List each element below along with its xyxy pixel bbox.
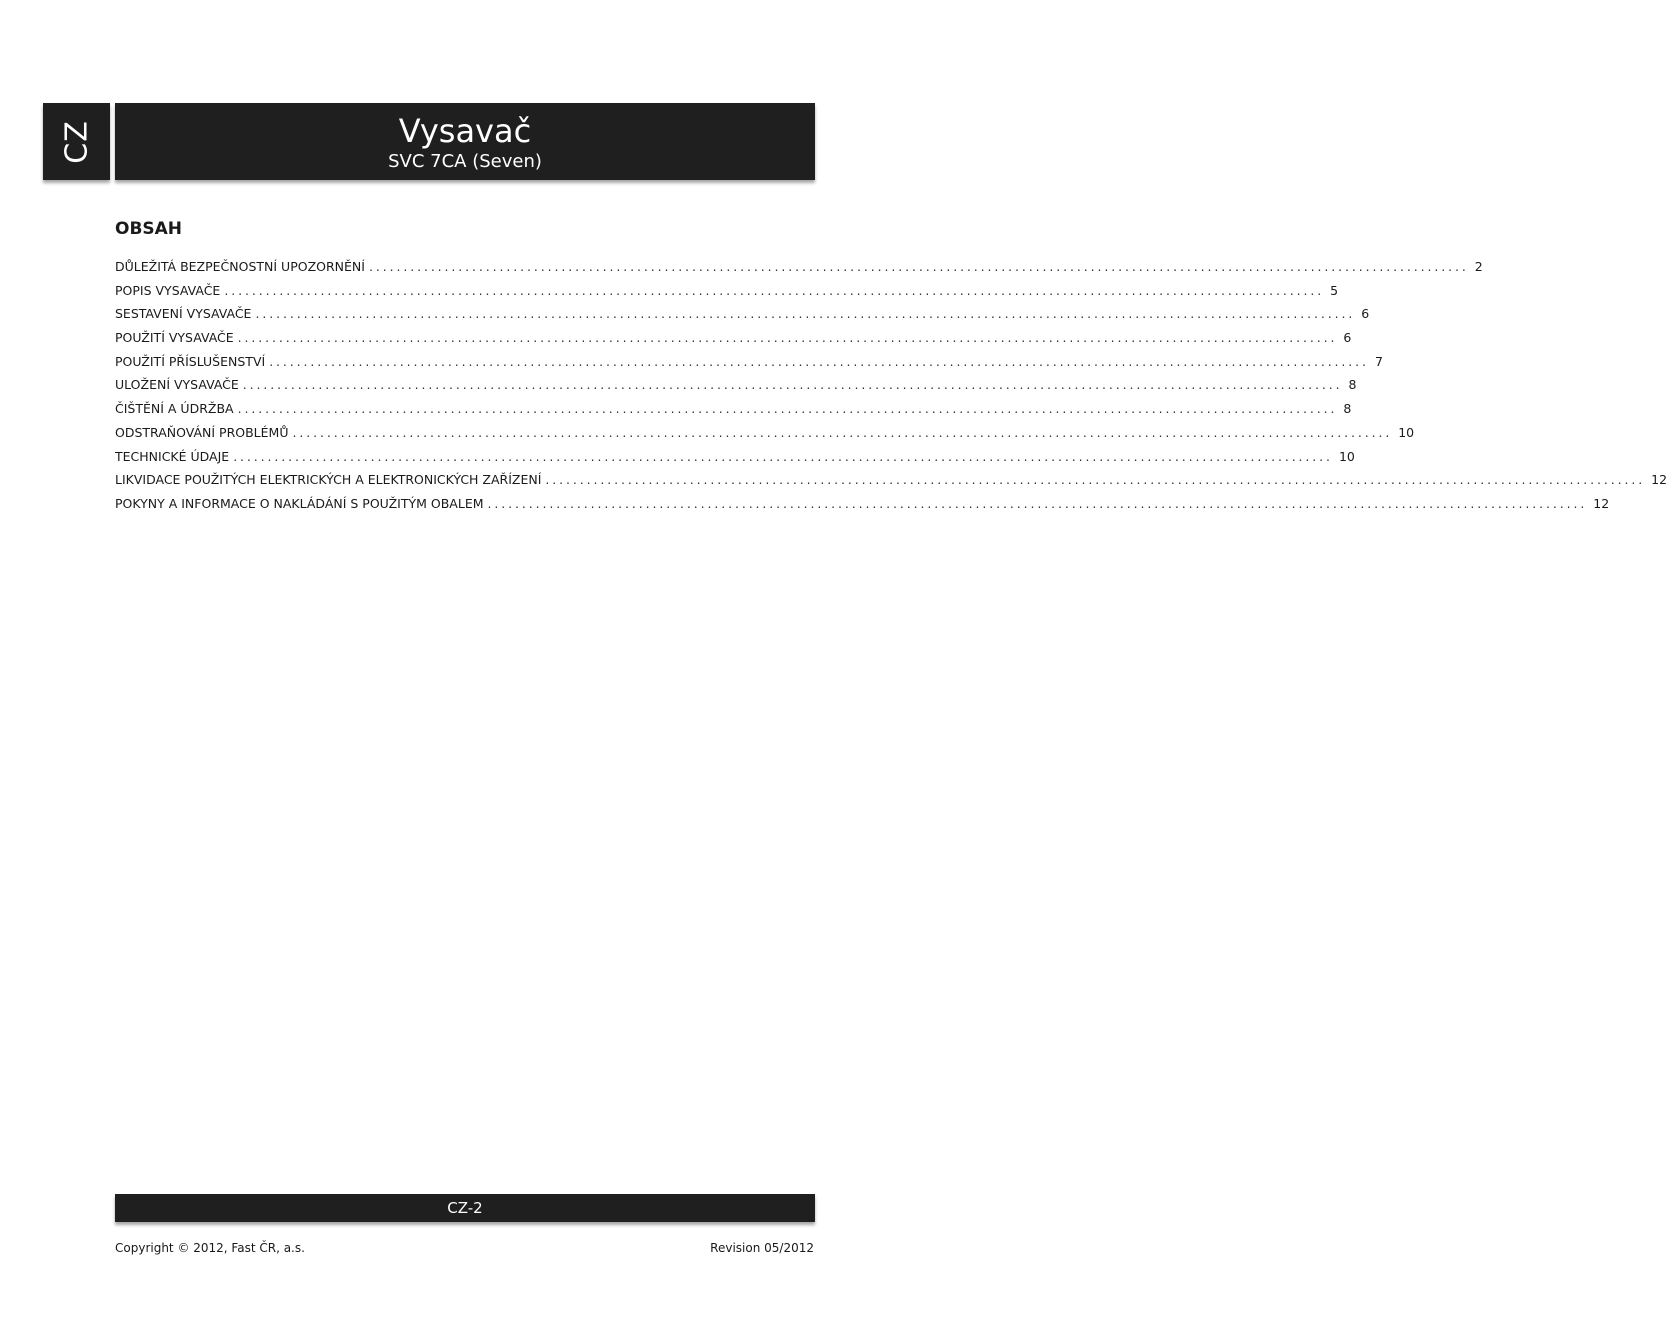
language-tab bbox=[43, 103, 110, 180]
dot-leader: ................................................................................................................................................................ bbox=[255, 306, 1356, 322]
toc-entry-title: ULOŽENÍ VYSAVAČE bbox=[115, 377, 239, 393]
dot-leader: ................................................................................................................................................................ bbox=[233, 448, 1333, 464]
toc-entry-title: ČIŠTĚNÍ A ÚDRŽBA bbox=[115, 401, 234, 417]
footer-page-bar bbox=[115, 1194, 815, 1222]
dot-leader: ................................................................................................................................................................ bbox=[224, 282, 1325, 298]
dot-leader: ................................................................................................................................................................ bbox=[292, 424, 1393, 440]
page-number: CZ-2 bbox=[447, 1199, 483, 1217]
toc-entry-page: 10 bbox=[1338, 448, 1355, 464]
dot-leader: ................................................................................................................................................................ bbox=[237, 330, 1338, 346]
dot-leader: ................................................................................................................................................................ bbox=[242, 377, 1343, 393]
toc-entry[interactable] bbox=[115, 421, 1415, 445]
toc-entry[interactable] bbox=[115, 445, 1355, 469]
document-title: Vysavač bbox=[398, 112, 532, 150]
toc-entry[interactable] bbox=[115, 492, 1610, 516]
toc-entry-page: 5 bbox=[1330, 282, 1339, 298]
toc-entry[interactable] bbox=[115, 255, 1483, 279]
toc-entry-page: 8 bbox=[1343, 401, 1352, 417]
toc-entry-page: 6 bbox=[1361, 306, 1370, 322]
toc-entry-page: 2 bbox=[1474, 259, 1483, 274]
toc-entry-page: 12 bbox=[1651, 472, 1667, 488]
toc-entry-page: 6 bbox=[1343, 330, 1352, 346]
toc-entry-page: 12 bbox=[1593, 495, 1610, 511]
toc-entry-page: 7 bbox=[1374, 353, 1383, 369]
dot-leader: ................................................................................................................................................................ bbox=[545, 472, 1646, 488]
toc-entry-title: LIKVIDACE POUŽITÝCH ELEKTRICKÝCH A ELEKTRONICKÝCH ZAŘÍZENÍ bbox=[115, 472, 542, 488]
toc-entry-title: TECHNICKÉ ÚDAJE bbox=[115, 448, 230, 464]
toc-entry-title: POUŽITÍ VYSAVAČE bbox=[115, 330, 234, 346]
toc-entry-title: DŮLEŽITÁ BEZPEČNOSTNÍ UPOZORNĚNÍ bbox=[115, 259, 365, 274]
language-code: CZ bbox=[59, 119, 94, 164]
dot-leader: ................................................................................................................................................................ bbox=[237, 401, 1338, 417]
title-bar bbox=[115, 103, 815, 180]
toc-entry-title: POPIS VYSAVAČE bbox=[115, 282, 221, 298]
toc-entry[interactable] bbox=[115, 279, 1339, 303]
model-subtitle: SVC 7CA (Seven) bbox=[388, 151, 542, 172]
toc-entry[interactable] bbox=[115, 468, 1667, 492]
dot-leader: ................................................................................................................................................................ bbox=[368, 259, 1469, 274]
toc-entry[interactable] bbox=[115, 373, 1357, 397]
toc-entry[interactable] bbox=[115, 326, 1352, 350]
toc-entry[interactable] bbox=[115, 397, 1352, 421]
toc-entry-title: POUŽITÍ PŘÍSLUŠENSTVÍ bbox=[115, 353, 266, 369]
toc-entry-page: 10 bbox=[1398, 424, 1415, 440]
toc-entry[interactable] bbox=[115, 350, 1383, 374]
toc-entry-title: SESTAVENÍ VYSAVAČE bbox=[115, 306, 252, 322]
toc-entry-page: 8 bbox=[1348, 377, 1357, 393]
dot-leader: ................................................................................................................................................................ bbox=[487, 495, 1588, 511]
table-of-contents bbox=[115, 255, 1667, 516]
toc-entry-title: POKYNY A INFORMACE O NAKLÁDÁNÍ S POUŽITÝM OBALEM bbox=[115, 495, 484, 511]
copyright-notice: Copyright © 2012, Fast ČR, a.s. bbox=[115, 1241, 305, 1255]
dot-leader: ................................................................................................................................................................ bbox=[269, 353, 1369, 369]
toc-entry-title: ODSTRAŇOVÁNÍ PROBLÉMŮ bbox=[115, 424, 289, 440]
toc-entry[interactable] bbox=[115, 302, 1370, 326]
revision-label: Revision 05/2012 bbox=[710, 1241, 814, 1255]
toc-heading: OBSAH bbox=[115, 219, 183, 239]
